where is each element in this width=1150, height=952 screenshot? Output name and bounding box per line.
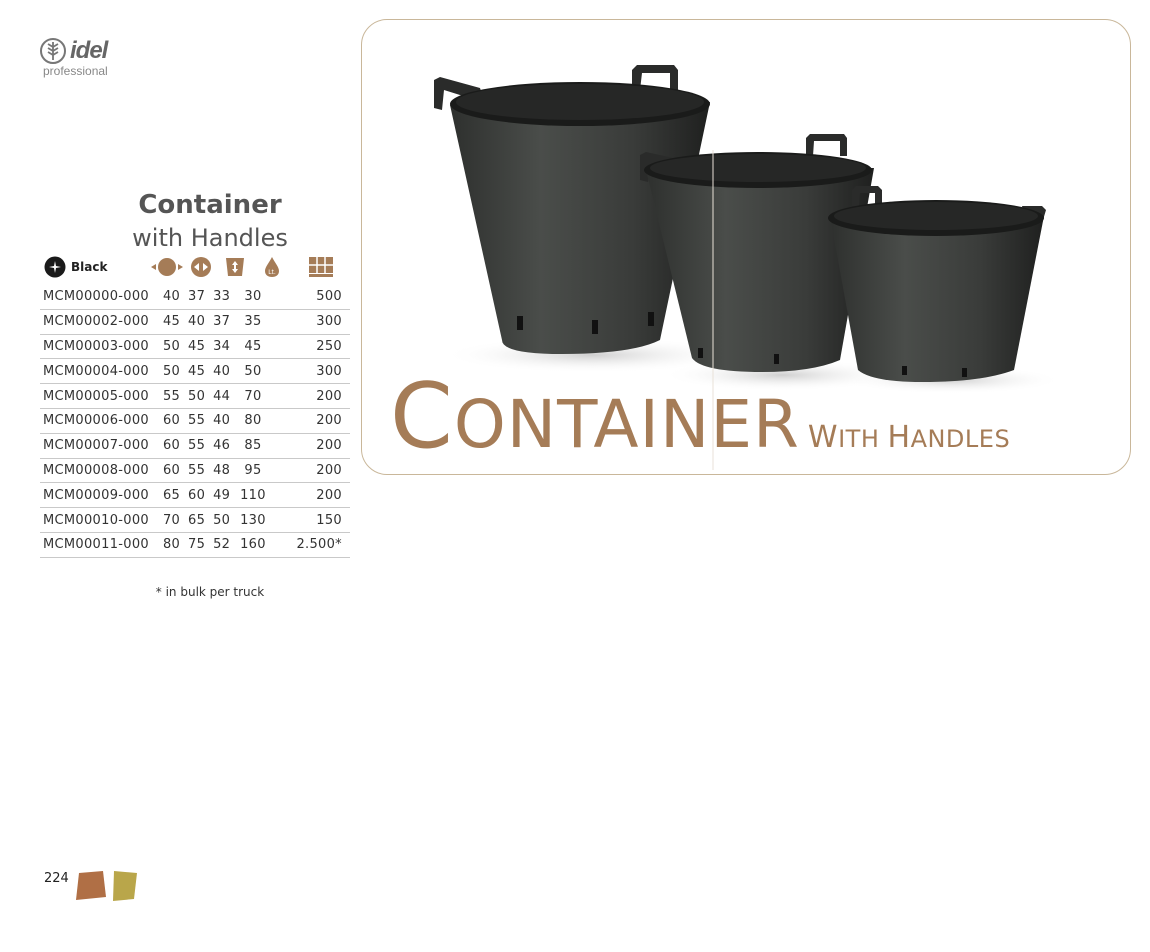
product-subtitle: with Handles <box>132 224 288 252</box>
volume-value: 85 <box>234 433 272 458</box>
inner-diameter-value: 60 <box>184 483 209 508</box>
banner-word1-rest: ONTAINER <box>453 386 800 463</box>
table-row <box>40 334 350 359</box>
table-row <box>40 532 350 557</box>
volume-value: 35 <box>234 309 272 334</box>
height-value: 34 <box>209 334 234 359</box>
pallet-qty-value: 300 <box>272 359 350 384</box>
volume-value: 45 <box>234 334 272 359</box>
product-code: MCM00010-000 <box>40 508 159 533</box>
terracotta-swatch-icon <box>74 869 108 903</box>
diameter-value: 50 <box>159 334 184 359</box>
diameter-value: 80 <box>159 532 184 557</box>
pallet-qty-value: 200 <box>272 384 350 409</box>
product-code: MCM00009-000 <box>40 483 159 508</box>
inner-diameter-value: 45 <box>184 359 209 384</box>
table-row <box>40 359 350 384</box>
height-value: 48 <box>209 458 234 483</box>
inner-diameter-value: 55 <box>184 433 209 458</box>
table-row <box>40 384 350 409</box>
banner-word2-rest: ITH <box>838 425 888 453</box>
brand-logo <box>40 38 150 84</box>
inner-diameter-value: 37 <box>184 285 209 309</box>
diameter-value: 55 <box>159 384 184 409</box>
olive-swatch-icon <box>110 869 140 903</box>
height-value: 49 <box>209 483 234 508</box>
pallet-qty-value: 250 <box>272 334 350 359</box>
banner-word3-rest: ANDLES <box>910 425 1011 453</box>
inner-diameter-value: 65 <box>184 508 209 533</box>
color-label: Black <box>71 260 108 274</box>
height-value: 37 <box>209 309 234 334</box>
volume-value: 160 <box>234 532 272 557</box>
height-value: 50 <box>209 508 234 533</box>
pallet-qty-value: 200 <box>272 408 350 433</box>
inner-diameter-value: 55 <box>184 408 209 433</box>
diameter-value: 45 <box>159 309 184 334</box>
product-code: MCM00007-000 <box>40 433 159 458</box>
product-code: MCM00005-000 <box>40 384 159 409</box>
pallet-qty-value: 200 <box>272 483 350 508</box>
inner-diameter-value: 50 <box>184 384 209 409</box>
height-value: 40 <box>209 359 234 384</box>
product-code: MCM00008-000 <box>40 458 159 483</box>
table-row <box>40 508 350 533</box>
wheat-leaf-icon <box>40 38 66 64</box>
volume-liters-icon <box>260 256 284 278</box>
logo-subtitle: professional <box>43 64 108 78</box>
diameter-value: 40 <box>159 285 184 309</box>
diameter-value: 70 <box>159 508 184 533</box>
spec-header <box>40 253 350 281</box>
page-number: 224 <box>44 871 69 886</box>
diameter-value: 65 <box>159 483 184 508</box>
volume-value: 80 <box>234 408 272 433</box>
spec-table <box>40 285 350 558</box>
product-code: MCM00006-000 <box>40 408 159 433</box>
height-value: 46 <box>209 433 234 458</box>
diameter-value: 50 <box>159 359 184 384</box>
banner-word1-cap: C <box>390 364 454 469</box>
product-code: MCM00004-000 <box>40 359 159 384</box>
pallet-icon <box>308 256 334 278</box>
color-swatch-black-icon <box>44 256 66 278</box>
table-row <box>40 309 350 334</box>
product-code: MCM00000-000 <box>40 285 159 309</box>
volume-value: 110 <box>234 483 272 508</box>
banner-word3-cap: H <box>887 420 911 455</box>
inner-diameter-value: 45 <box>184 334 209 359</box>
pallet-qty-value: 300 <box>272 309 350 334</box>
table-row <box>40 458 350 483</box>
table-row <box>40 285 350 309</box>
height-icon <box>223 256 247 278</box>
inner-diameter-value: 55 <box>184 458 209 483</box>
svg-text:Lt.: Lt. <box>268 269 276 276</box>
product-title: Container <box>138 190 282 220</box>
table-row <box>40 483 350 508</box>
height-value: 33 <box>209 285 234 309</box>
diameter-value: 60 <box>159 433 184 458</box>
diameter-icon <box>150 256 184 278</box>
banner-title <box>390 364 1011 469</box>
height-value: 52 <box>209 532 234 557</box>
pallet-qty-value: 200 <box>272 433 350 458</box>
table-row <box>40 433 350 458</box>
logo-brand-text: idel <box>70 37 108 64</box>
inner-diameter-value: 75 <box>184 532 209 557</box>
small-container <box>828 186 1046 382</box>
table-row <box>40 408 350 433</box>
volume-value: 70 <box>234 384 272 409</box>
pallet-qty-value: 500 <box>272 285 350 309</box>
volume-value: 130 <box>234 508 272 533</box>
product-code: MCM00003-000 <box>40 334 159 359</box>
height-value: 44 <box>209 384 234 409</box>
height-value: 40 <box>209 408 234 433</box>
footnote: * in bulk per truck <box>155 585 265 599</box>
volume-value: 95 <box>234 458 272 483</box>
pallet-qty-value: 150 <box>272 508 350 533</box>
volume-value: 30 <box>234 285 272 309</box>
diameter-value: 60 <box>159 408 184 433</box>
inner-diameter-icon <box>189 256 213 278</box>
volume-value: 50 <box>234 359 272 384</box>
product-code: MCM00011-000 <box>40 532 159 557</box>
pallet-qty-value: 2.500* <box>272 532 350 557</box>
diameter-value: 60 <box>159 458 184 483</box>
product-photo-panel <box>361 19 1131 475</box>
inner-diameter-value: 40 <box>184 309 209 334</box>
banner-word2-cap: W <box>807 420 839 455</box>
pallet-qty-value: 200 <box>272 458 350 483</box>
product-code: MCM00002-000 <box>40 309 159 334</box>
